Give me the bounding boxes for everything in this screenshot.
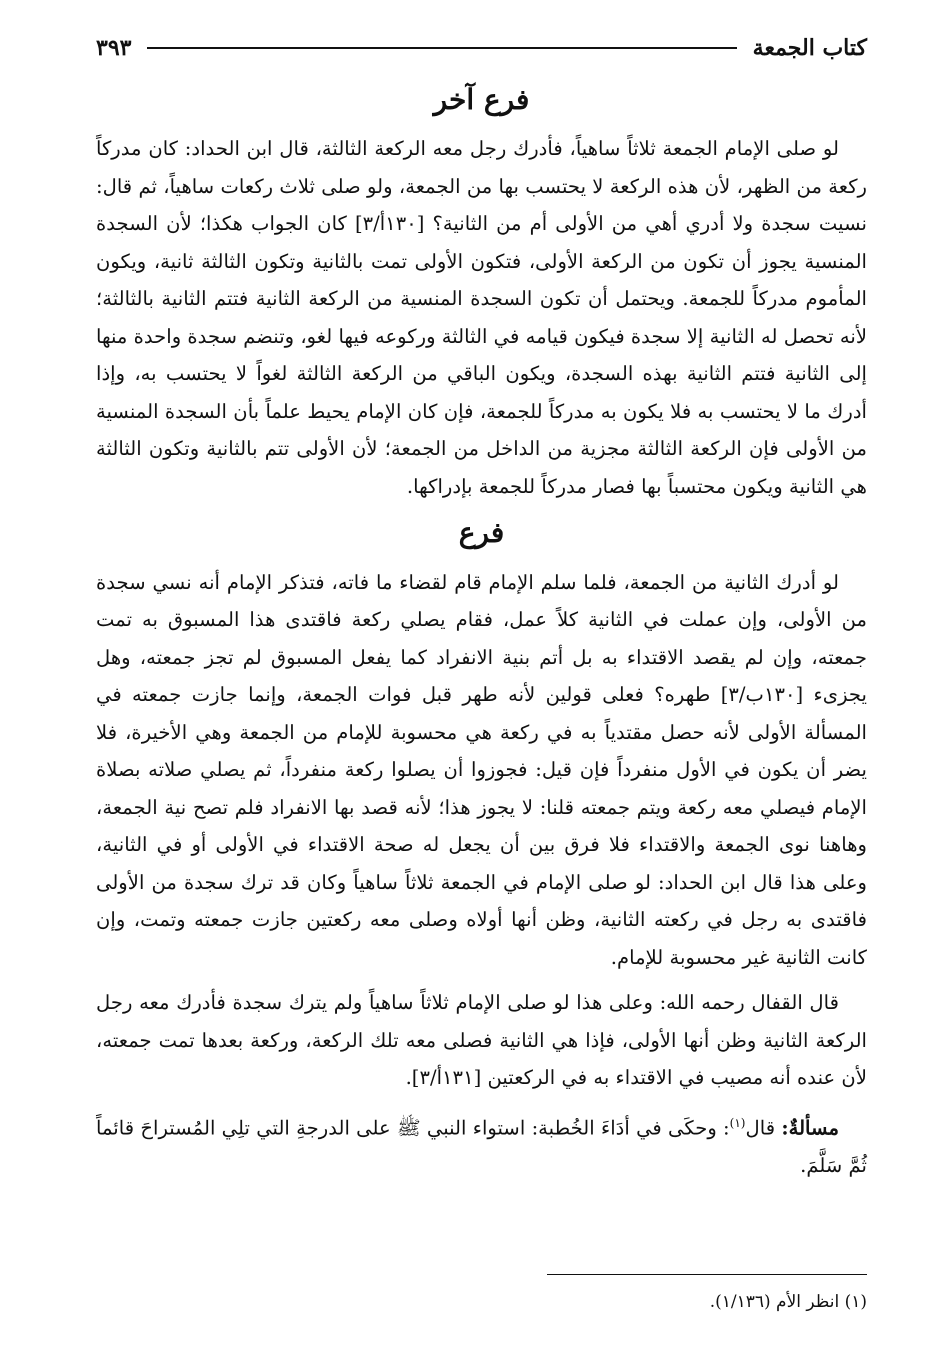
page-content [96,82,867,1192]
issue-text-before-ref: قال [745,1116,776,1140]
footnote-reference: (١) [729,1115,746,1130]
section-heading-far-akhar: فرع آخر [433,83,530,116]
running-title: كتاب الجمعة [752,35,867,61]
issue-label: مسألةٌ: [781,1116,839,1140]
running-header [96,30,867,66]
book-page [96,0,867,1370]
page-number: ٣٩٣ [96,35,132,61]
paragraph: قال القفال رحمه الله: وعلى هذا لو صلى الإمام ثلاثاً ساهياً ولم يترك سجدة فأدرك معه رجل الركعة الثانية وظن أنها الأولى، فإذا هي الثانية فصلى معه تلك الركعة، وركعة بعدها تمت جمعته، لأن عنده أنه مصيب في الاقتداء به في الركعتين [١٣١أ/٣]. [96,991,867,1090]
footnote: (١) انظر الأم (١/١٣٦). [709,1292,867,1312]
section-heading-far: فرع [458,516,505,550]
issue-text-after-ref: : وحكَى في أدَاءَ الخُطبة: استواء النبي ﷺ على الدرجةِ التي تلِي المُستراحَ قائماً ثُمَّ سَلَّمَ. [96,1116,867,1177]
issue-paragraph [96,1105,867,1185]
footnote-separator [547,1274,867,1275]
header-rule [147,47,736,49]
paragraph: لو أدرك الثانية من الجمعة، فلما سلم الإمام قام لقضاء ما فاته، فتذكر الإمام أنه نسي سجدة من الأولى، وإن عملت في الثانية كلاً عمل، فقام يصلي ركعة فاقتدى هذا المسبوق به تمت جمعته، وإن لم يقصد الاقتداء به بل أتم بنية الانفراد كما يفعل المسبوق لم تجز جمعته، وهل يجزىء [١٣٠ب/٣] طهره؟ فعلى قولين لأنه طهر قبل فوات الجمعة، وإنما جازت جمعته في المسألة الأولى لأنه حصل مقتدياً به في ركعة هي محسوبة للإمام من الجمعة وهي الأخيرة، فلا يضر أن يكون في الأول منفرداً فإن قيل: فجوزوا أن يصلوا ركعة منفرداً، ثم يصلي صلاته بصلاة الإمام فيصلي معه ركعة ويتم جمعته قلنا: لا يجوز هذا؛ لأنه قصد بها الانفراد فلم تصح نية الجمعة، وهاهنا نوى الجمعة والاقتداء فلا فرق بين أن يجعل له صحة الاقتداء في الأولى أو في الثانية، وعلى هذا قال ابن الحداد: لو صلى الإمام في الجمعة ثلاثاً ساهياً وكان قد ترك سجدة من الأولى فاقتدى به رجل في ركعته الثانية، وظن أنها أولاه وصلى معه ركعتين جازت جمعته وتمت، وإن كانت الثانية غير محسوبة للإمام. [96,570,867,969]
paragraph: لو صلى الإمام الجمعة ثلاثاً ساهياً، فأدرك رجل معه الركعة الثالثة، قال ابن الحداد: كان مدركاً ركعة من الظهر، لأن هذه الركعة لا يحتسب بها من الجمعة، ولو صلى ثلاث ركعات ساهياً، ثم قال: نسيت سجدة ولا أدري أهي من الأولى أم من الثانية؟ [١٣٠أ/٣] كان الجواب هكذا؛ لأن السجدة المنسية يجوز أن تكون من الركعة الأولى، فتكون الأولى تمت بالثانية وتكون الثالثة ثانية، ويكون المأموم مدركاً للجمعة. ويحتمل أن تكون السجدة المنسية من الركعة الثانية فتتم الثانية بالثالثة؛ لأنه تحصل له الثانية إلا سجدة فيكون قيامه في الثالثة وركوعه فيها لغو، وتنضم سجدة واحدة منها إلى الثانية فتتم الثانية بهذه السجدة، ويكون الباقي من الركعة الثالثة لغواً لا يحتسب به، وإذا أدرك ما لا يحتسب به فلا يكون به مدركاً للجمعة، فإن كان الإمام يحيط علماً بأن السجدة المنسية من الأولى فإن الركعة الثالثة مجزية من الداخل من الجمعة؛ لأن الأولى تتم بالثانية وتكون الثالثة هي الثانية ويكون محتسباً بها فصار مدركاً للجمعة بإدراكها. [95,137,867,498]
